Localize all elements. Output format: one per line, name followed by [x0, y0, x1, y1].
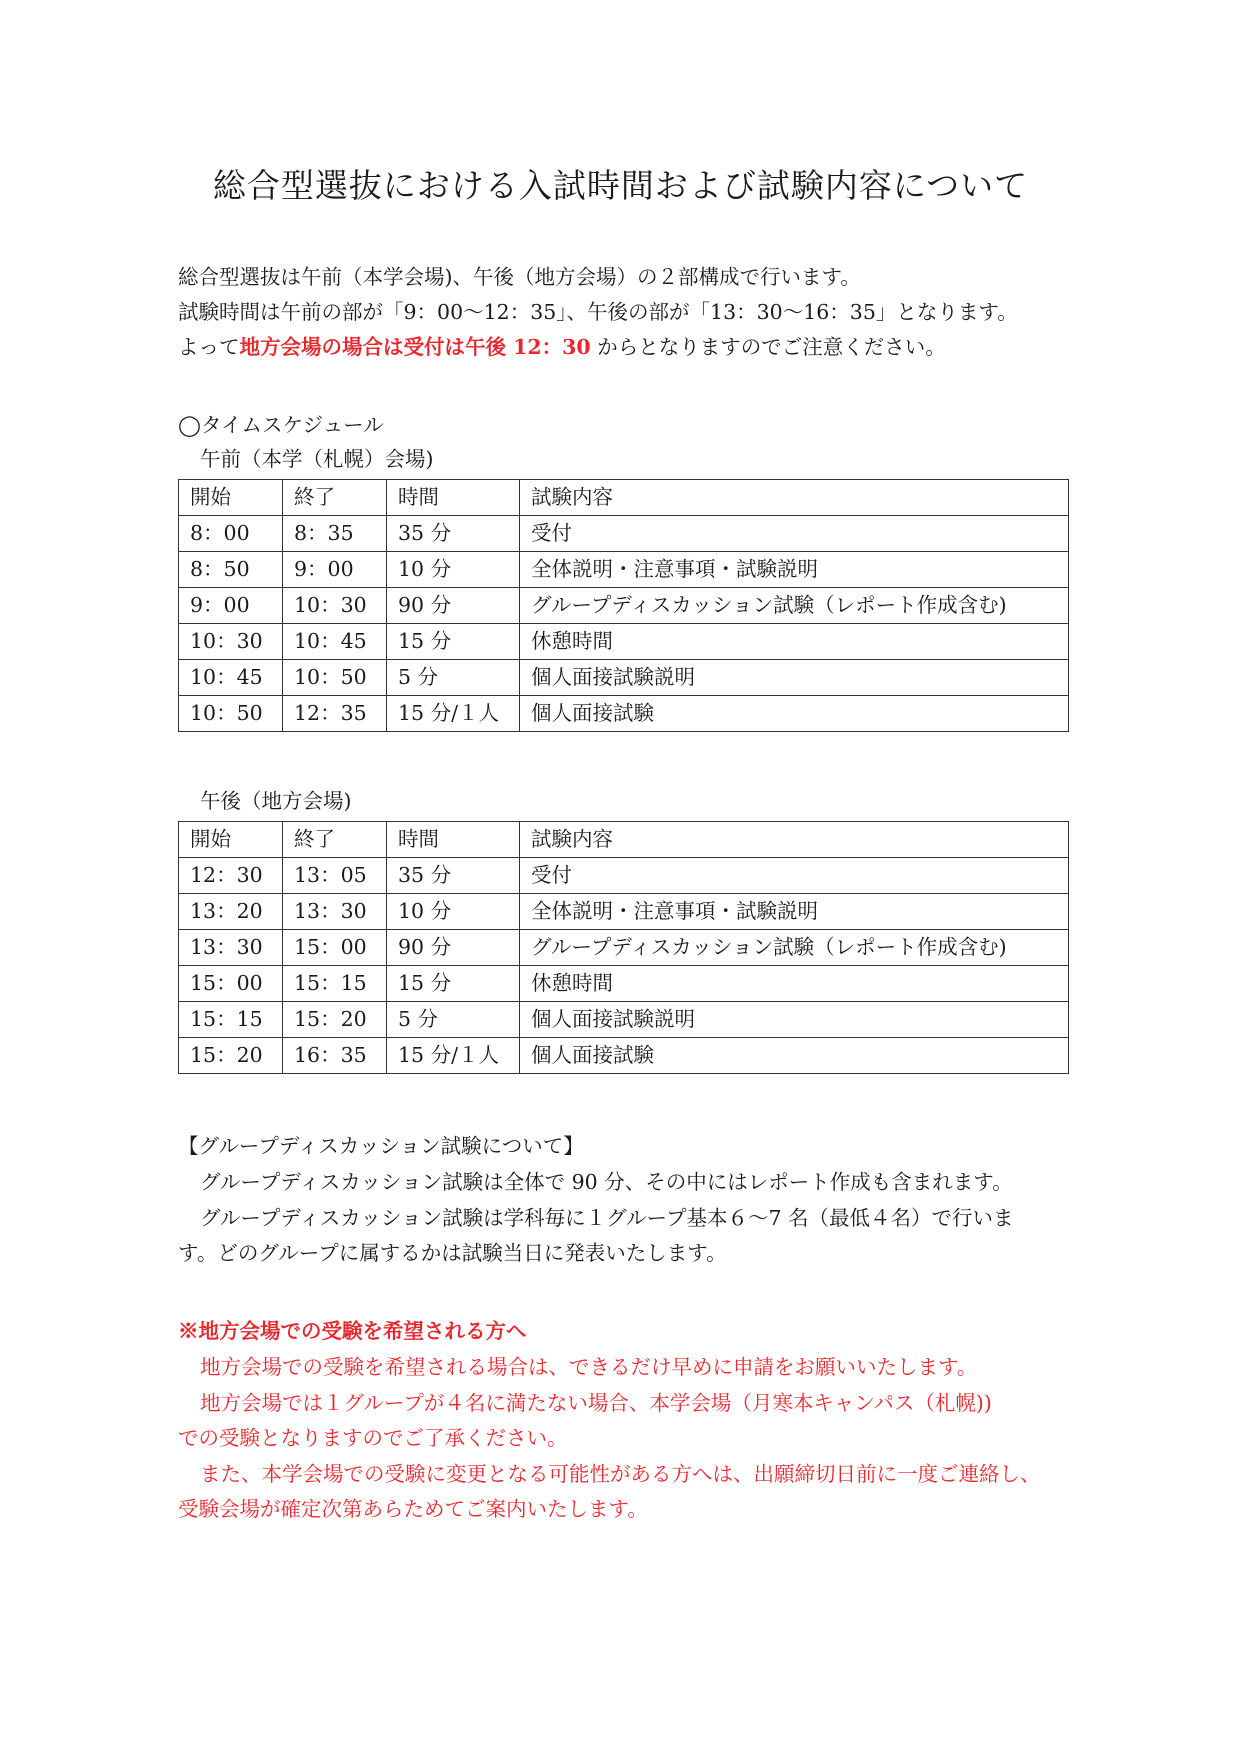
- header-start: 開始: [179, 822, 283, 858]
- cell-duration: 15 分: [387, 624, 520, 660]
- cell-end: 15：20: [283, 1002, 387, 1038]
- notice-line-4: また、本学会場での受験に変更となる可能性がある方へは、出願締切日前に一度ご連絡し、: [200, 1462, 1041, 1486]
- schedule-heading: ◯タイムスケジュール: [178, 413, 384, 437]
- cell-content: 全体説明・注意事項・試験説明: [520, 894, 1069, 930]
- gd-heading: 【グループディスカッション試験について】: [178, 1134, 584, 1158]
- cell-start: 15：15: [179, 1002, 283, 1038]
- cell-end: 12：35: [283, 696, 387, 732]
- table-row: [179, 1038, 1069, 1074]
- header-start: 開始: [179, 480, 283, 516]
- table-row: [179, 930, 1069, 966]
- table-row: [179, 966, 1069, 1002]
- cell-end: 8：35: [283, 516, 387, 552]
- cell-duration: 15 分/１人: [387, 696, 520, 732]
- gd-line-2: グループディスカッション試験は学科毎に１グループ基本６〜7 名（最低４名）で行いま: [200, 1206, 1014, 1230]
- header-duration: 時間: [387, 822, 520, 858]
- cell-duration: 35 分: [387, 858, 520, 894]
- cell-start: 13：30: [179, 930, 283, 966]
- intro-line-1: 総合型選抜は午前（本学会場)、午後（地方会場）の２部構成で行います。: [178, 265, 861, 289]
- cell-content: 個人面接試験: [520, 1038, 1069, 1074]
- table-row: [179, 660, 1069, 696]
- cell-content: 個人面接試験: [520, 696, 1069, 732]
- afternoon-label: 午後（地方会場): [200, 789, 352, 813]
- cell-content: 休憩時間: [520, 624, 1069, 660]
- cell-content: グループディスカッション試験（レポート作成含む): [520, 588, 1069, 624]
- cell-duration: 15 分/１人: [387, 1038, 520, 1074]
- cell-start: 10：50: [179, 696, 283, 732]
- cell-duration: 35 分: [387, 516, 520, 552]
- cell-end: 15：15: [283, 966, 387, 1002]
- intro-line-3: [178, 332, 946, 362]
- cell-start: 9：00: [179, 588, 283, 624]
- header-duration: 時間: [387, 480, 520, 516]
- header-content: 試験内容: [520, 480, 1069, 516]
- table-row: [179, 858, 1069, 894]
- notice-heading: ※地方会場での受験を希望される方へ: [178, 1319, 527, 1343]
- cell-end: 16：35: [283, 1038, 387, 1074]
- notice-line-5: 受験会場が確定次第あらためてご案内いたします。: [178, 1497, 648, 1521]
- table-row: [179, 588, 1069, 624]
- cell-content: 受付: [520, 516, 1069, 552]
- gd-line-3: す。どのグループに属するかは試験当日に発表いたします。: [178, 1241, 727, 1265]
- cell-end: 10：45: [283, 624, 387, 660]
- cell-content: 受付: [520, 858, 1069, 894]
- cell-end: 10：30: [283, 588, 387, 624]
- cell-start: 10：45: [179, 660, 283, 696]
- cell-end: 9：00: [283, 552, 387, 588]
- table-row: [179, 894, 1069, 930]
- cell-end: 15：00: [283, 930, 387, 966]
- cell-start: 15：00: [179, 966, 283, 1002]
- cell-end: 13：30: [283, 894, 387, 930]
- cell-start: 15：20: [179, 1038, 283, 1074]
- cell-content: 全体説明・注意事項・試験説明: [520, 552, 1069, 588]
- cell-duration: 5 分: [387, 1002, 520, 1038]
- header-end: 終了: [283, 480, 387, 516]
- notice-line-1: 地方会場での受験を希望される場合は、できるだけ早めに申請をお願いいたします。: [200, 1355, 978, 1379]
- intro-line-3-highlight: 地方会場の場合は受付は午後 12：30: [239, 335, 591, 359]
- page-title: 総合型選抜における入試時間および試験内容について: [212, 166, 1029, 205]
- table-row: [179, 1002, 1069, 1038]
- intro-line-3-prefix: よって: [178, 335, 240, 359]
- cell-duration: 10 分: [387, 894, 520, 930]
- cell-content: グループディスカッション試験（レポート作成含む): [520, 930, 1069, 966]
- cell-start: 13：20: [179, 894, 283, 930]
- cell-start: 8：00: [179, 516, 283, 552]
- intro-line-2: 試験時間は午前の部が「9：00〜12：35」、午後の部が「13：30〜16：35」となります。: [178, 300, 1018, 324]
- table-row: [179, 552, 1069, 588]
- notice-line-2: 地方会場では１グループが４名に満たない場合、本学会場（月寒本キャンパス（札幌)): [200, 1391, 992, 1415]
- cell-duration: 90 分: [387, 930, 520, 966]
- table-header-row: [179, 480, 1069, 516]
- cell-content: 個人面接試験説明: [520, 1002, 1069, 1038]
- table-header-row: [179, 822, 1069, 858]
- gd-line-1: グループディスカッション試験は全体で 90 分、その中にはレポート作成も含まれます。: [200, 1170, 1013, 1194]
- cell-end: 10：50: [283, 660, 387, 696]
- cell-content: 個人面接試験説明: [520, 660, 1069, 696]
- header-end: 終了: [283, 822, 387, 858]
- cell-duration: 15 分: [387, 966, 520, 1002]
- cell-end: 13：05: [283, 858, 387, 894]
- morning-label: 午前（本学（札幌）会場): [200, 447, 434, 471]
- header-content: 試験内容: [520, 822, 1069, 858]
- cell-duration: 90 分: [387, 588, 520, 624]
- cell-duration: 10 分: [387, 552, 520, 588]
- intro-line-3-suffix: からとなりますのでご注意ください。: [590, 335, 946, 359]
- table-row: [179, 624, 1069, 660]
- notice-line-3: での受験となりますのでご了承ください。: [178, 1426, 568, 1450]
- cell-start: 10：30: [179, 624, 283, 660]
- cell-start: 8：50: [179, 552, 283, 588]
- afternoon-schedule-table: [178, 821, 1069, 1074]
- table-row: [179, 516, 1069, 552]
- table-row: [179, 696, 1069, 732]
- cell-start: 12：30: [179, 858, 283, 894]
- cell-content: 休憩時間: [520, 966, 1069, 1002]
- cell-duration: 5 分: [387, 660, 520, 696]
- morning-schedule-table: [178, 479, 1069, 732]
